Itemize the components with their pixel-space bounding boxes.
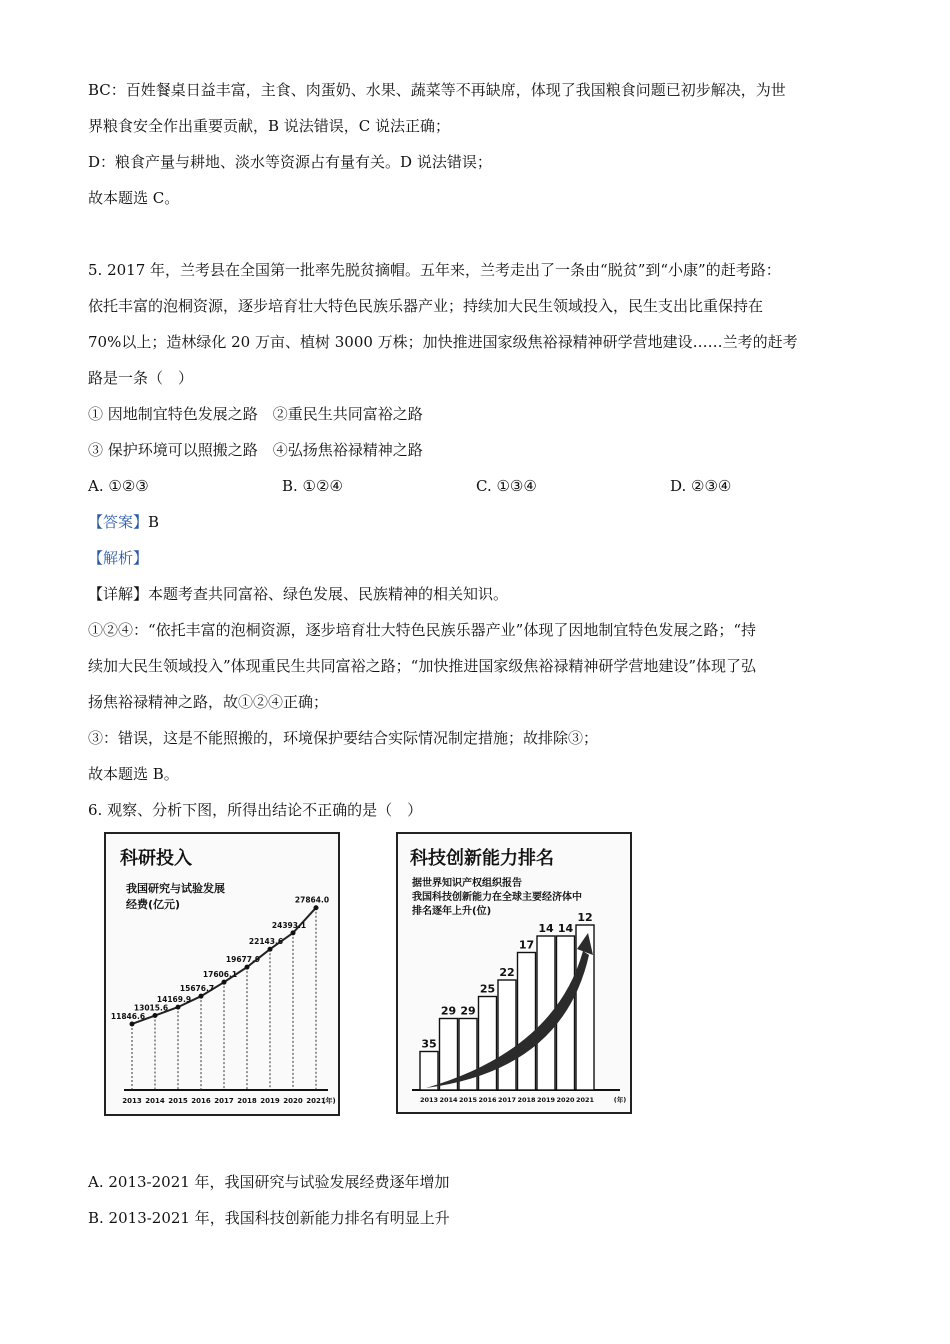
chart2-data-label: 22 — [499, 966, 515, 979]
chart1-data-label: 22143.6 — [248, 937, 284, 947]
answer-label: 【答案】 — [88, 513, 149, 531]
chart2-x-tick: 2017 — [497, 1096, 517, 1104]
research-investment-chart — [104, 832, 340, 1116]
q5-answer — [88, 504, 878, 540]
document-page — [88, 72, 878, 1236]
chart1-data-label: 15676.7 — [179, 984, 215, 994]
chart2-x-tick: 2015 — [458, 1096, 478, 1104]
chart1-point — [176, 1005, 181, 1010]
chart2-x-tick: 2016 — [478, 1096, 497, 1104]
chart2-x-tick: 2021 — [575, 1096, 595, 1104]
chart2-data-label: 12 — [577, 911, 593, 924]
chart1-data-label: 27864.0 — [294, 895, 330, 905]
detail-text: 本题考查共同富裕、绿色发展、民族精神的相关知识。 — [148, 585, 509, 603]
chart1-point — [245, 965, 250, 970]
prev-answer-line-4: 故本题选 C。 — [88, 189, 180, 207]
chart2-data-label: 14 — [538, 922, 554, 935]
detail-label: 【详解】 — [88, 585, 149, 603]
prev-answer-line-2: 界粮食安全作出重要贡献，B 说法错误，C 说法正确； — [88, 117, 451, 135]
innovation-ranking-svg — [398, 834, 630, 1112]
chart1-x-tick: 2020 — [283, 1097, 303, 1105]
chart2-bar — [420, 1052, 438, 1091]
chart1-x-tick: 2018 — [237, 1097, 257, 1105]
chart2-bar — [518, 953, 536, 1091]
chart1-subtitle-1: 我国研究与试验发展 — [126, 882, 225, 895]
q5-explain-line-2: 续加大民生领域投入”体现重民生共同富裕之路；“加快推进国家级焦裕禄精神研学营地建设”体现了弘 — [88, 657, 757, 675]
chart1-data-label: 19677.9 — [225, 955, 261, 965]
chart1-point — [130, 1021, 135, 1026]
q6-figures — [88, 832, 878, 1152]
q6-option-a: A. 2013-2021 年，我国研究与试验发展经费逐年增加 — [88, 1173, 450, 1191]
chart1-data-label: 14169.9 — [156, 995, 192, 1005]
chart2-data-label: 29 — [440, 1004, 457, 1018]
chart1-x-tick: 2021 — [306, 1097, 326, 1105]
chart1-point — [314, 905, 319, 910]
chart2-data-label: 17 — [518, 938, 535, 952]
q6-stem: 6. 观察、分析下图，所得出结论不正确的是（ ） — [88, 801, 423, 819]
chart2-subtitle-2: 我国科技创新能力在全球主要经济体中 — [412, 892, 582, 903]
chart2-x-tick: 2013 — [419, 1096, 439, 1104]
q5-detail — [88, 576, 878, 612]
chart2-title: 科技创新能力排名 — [410, 848, 554, 869]
chart1-data-label: 17606.1 — [202, 970, 238, 980]
answer-value: B — [148, 513, 160, 531]
prev-answer-line-3: D：粮食产量与耕地、淡水等资源占有量有关。D 说法错误； — [88, 153, 492, 171]
q5-explain-line-5: 故本题选 B。 — [88, 765, 179, 783]
chart2-data-label: 35 — [421, 1037, 437, 1051]
q5-stem-line-2: 依托丰富的泡桐资源，逐步培育壮大特色民族乐器产业；持续加大民生领域投入，民生支出比重保持在 — [88, 297, 764, 315]
q5-statement-1: ① 因地制宜特色发展之路 ②重民生共同富裕之路 — [88, 405, 423, 423]
q5-option-c: C. ①③④ — [476, 477, 537, 495]
chart2-data-label: 14 — [557, 922, 574, 935]
chart2-x-tick: 2020 — [556, 1096, 575, 1104]
q5-statement-2: ③ 保护环境可以照搬之路 ④弘扬焦裕禄精神之路 — [88, 441, 423, 459]
prev-answer-line-1: BC：百姓餐桌日益丰富，主食、肉蛋奶、水果、蔬菜等不再缺席，体现了我国粮食问题已初步解决，为世 — [88, 81, 786, 99]
chart2-x-unit: (年) — [613, 1096, 627, 1104]
chart2-subtitle-1: 据世界知识产权组织报告 — [412, 878, 522, 889]
q5-option-b: B. ①②④ — [282, 477, 343, 495]
innovation-ranking-chart — [396, 832, 632, 1114]
q5-option-a: A. ①②③ — [88, 477, 149, 495]
q6-option-b: B. 2013-2021 年，我国科技创新能力排名有明显上升 — [88, 1209, 450, 1227]
chart1-point — [222, 980, 227, 985]
chart1-data-label: 13015.6 — [133, 1003, 169, 1013]
spacer — [88, 216, 878, 252]
chart1-title: 科研投入 — [120, 848, 192, 869]
chart1-point — [291, 930, 296, 935]
chart1-x-tick: 2015 — [168, 1097, 188, 1105]
analysis-label: 【解析】 — [88, 549, 149, 567]
chart1-x-tick: 2013 — [122, 1097, 142, 1105]
chart1-x-tick: 2017 — [214, 1097, 234, 1105]
q5-explain-line-1: ①②④：“依托丰富的泡桐资源，逐步培育壮大特色民族乐器产业”体现了因地制宜特色发展之路；“持 — [88, 621, 757, 639]
chart1-data-label: 24393.1 — [271, 920, 307, 930]
chart2-x-tick: 2018 — [517, 1096, 536, 1104]
chart2-x-tick: 2019 — [536, 1096, 556, 1104]
chart1-x-tick: 2014 — [145, 1097, 165, 1105]
chart1-x-tick: 2016 — [191, 1097, 211, 1105]
chart1-point — [153, 1013, 158, 1018]
chart2-x-tick: 2014 — [439, 1096, 458, 1104]
research-investment-svg — [106, 834, 338, 1114]
q5-analysis — [88, 540, 878, 576]
q5-explain-line-4: ③：错误，这是不能照搬的，环境保护要结合实际情况制定措施；故排除③； — [88, 729, 599, 747]
chart1-subtitle-2: 经费(亿元) — [126, 898, 181, 911]
chart1-data-label: 11846.6 — [110, 1011, 146, 1021]
chart2-subtitle-3: 排名逐年上升(位) — [412, 906, 492, 917]
chart1-point — [268, 947, 273, 952]
q5-stem-line-1: 5. 2017 年，兰考县在全国第一批率先脱贫摘帽。五年来，兰考走出了一条由“脱贫”到“小康”的赶考路： — [88, 261, 781, 279]
q5-stem-line-3: 70%以上；造林绿化 20 万亩、植树 3000 万株；加快推进国家级焦裕禄精神研学营地建设……兰考的赶考 — [88, 333, 798, 351]
chart1-point — [199, 994, 204, 999]
q5-stem-line-4: 路是一条（ ） — [88, 369, 194, 387]
chart2-data-label: 25 — [479, 982, 496, 996]
q5-explain-line-3: 扬焦裕禄精神之路，故①②④正确； — [88, 693, 329, 711]
chart1-x-tick: 2019 — [260, 1097, 280, 1105]
chart2-bar — [479, 997, 497, 1091]
chart1-x-unit: (年) — [322, 1097, 336, 1105]
chart2-data-label: 29 — [460, 1004, 476, 1018]
chart2-bar — [498, 980, 516, 1090]
q5-options — [88, 468, 878, 504]
q5-option-d: D. ②③④ — [670, 477, 732, 495]
